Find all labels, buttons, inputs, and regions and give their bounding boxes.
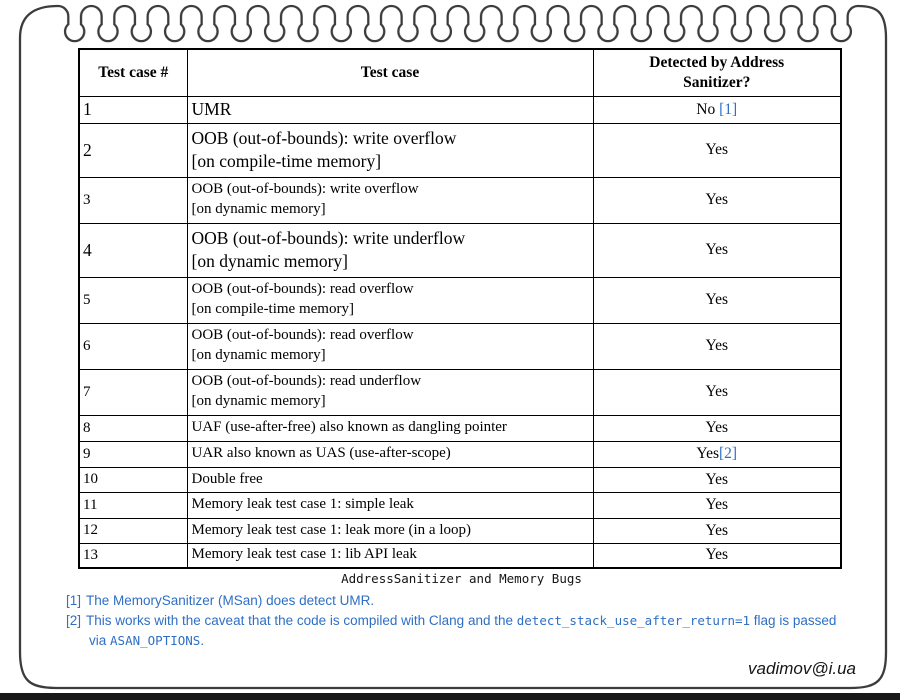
cell-detected: Yes <box>593 518 841 543</box>
cell-detected: Yes <box>593 492 841 518</box>
table-row <box>79 323 841 369</box>
cell-detected: Yes <box>593 177 841 223</box>
cell-test: Memory leak test case 1: simple leak <box>187 492 593 518</box>
cell-num: 13 <box>79 543 187 568</box>
footnote-2-text-cont: flag is passed <box>750 613 837 628</box>
cell-num: 10 <box>79 467 187 492</box>
cell-num: 9 <box>79 441 187 467</box>
footnote-1 <box>66 591 878 611</box>
table-row <box>79 543 841 568</box>
cell-detected: No [1] <box>593 96 841 123</box>
test-cases-table <box>78 48 842 569</box>
cell-detected: Yes <box>593 123 841 177</box>
cell-num: 11 <box>79 492 187 518</box>
cell-test: Memory leak test case 1: leak more (in a loop) <box>187 518 593 543</box>
footnote-2-line2 <box>89 631 878 651</box>
cell-num: 12 <box>79 518 187 543</box>
cell-test: UMR <box>187 96 593 123</box>
table-row <box>79 467 841 492</box>
header-row <box>79 49 841 96</box>
column-header-test-case: Test case <box>187 49 593 96</box>
table-row <box>79 96 841 123</box>
footnote-2 <box>66 611 878 631</box>
code-asan-options: ASAN_OPTIONS <box>110 633 201 648</box>
table-row <box>79 492 841 518</box>
cell-test: UAR also known as UAS (use-after-scope) <box>187 441 593 467</box>
cell-detected: Yes[2] <box>593 441 841 467</box>
bottom-edge <box>0 693 900 700</box>
cell-detected: Yes <box>593 543 841 568</box>
footnote-1-marker: [1] <box>66 593 82 608</box>
footnotes-block <box>66 591 878 651</box>
cell-num: 8 <box>79 415 187 441</box>
spiral-loops-band <box>58 4 858 50</box>
cell-detected: Yes <box>593 467 841 492</box>
cell-detected: Yes <box>593 223 841 277</box>
table-row <box>79 223 841 277</box>
test-cases-table-container <box>78 48 842 569</box>
cell-num: 4 <box>79 223 187 277</box>
cell-detected: Yes <box>593 415 841 441</box>
footnote-2-marker: [2] <box>66 613 82 628</box>
column-header-detected: Detected by Address Sanitizer? <box>593 49 841 96</box>
cell-test: UAF (use-after-free) also known as dangling pointer <box>187 415 593 441</box>
cell-num: 6 <box>79 323 187 369</box>
column-header-test-case-num: Test case # <box>79 49 187 96</box>
table-row <box>79 415 841 441</box>
footnote-1-text: The MemorySanitizer (MSan) does detect UMR. <box>86 593 375 608</box>
cell-detected: Yes <box>593 369 841 415</box>
table-row <box>79 369 841 415</box>
cell-test: OOB (out-of-bounds): write overflow [on compile-time memory] <box>187 123 593 177</box>
footnote-2-via: via <box>89 633 111 648</box>
footnote-2-period: . <box>200 633 205 648</box>
table-row <box>79 441 841 467</box>
cell-test: OOB (out-of-bounds): read overflow [on dynamic memory] <box>187 323 593 369</box>
footnote-ref[interactable]: [2] <box>718 445 738 462</box>
footnote-2-text: This works with the caveat that the code is compiled with Clang and the <box>86 613 517 628</box>
cell-num: 3 <box>79 177 187 223</box>
cell-num: 1 <box>79 96 187 123</box>
cell-test: OOB (out-of-bounds): read overflow [on compile-time memory] <box>187 277 593 323</box>
cell-num: 5 <box>79 277 187 323</box>
cell-detected: Yes <box>593 277 841 323</box>
table-row <box>79 518 841 543</box>
cell-test: OOB (out-of-bounds): write underflow [on dynamic memory] <box>187 223 593 277</box>
cell-num: 2 <box>79 123 187 177</box>
cell-test: OOB (out-of-bounds): read underflow [on dynamic memory] <box>187 369 593 415</box>
table-row <box>79 177 841 223</box>
table-caption: AddressSanitizer and Memory Bugs <box>341 571 582 586</box>
cell-test: Memory leak test case 1: lib API leak <box>187 543 593 568</box>
cell-test: Double free <box>187 467 593 492</box>
author-credit: vadimov@i.ua <box>748 659 856 678</box>
footnote-ref[interactable]: [1] <box>719 100 738 118</box>
table-row <box>79 123 841 177</box>
cell-test: OOB (out-of-bounds): write overflow [on dynamic memory] <box>187 177 593 223</box>
code-detect-flag: detect_stack_use_after_return=1 <box>516 613 751 628</box>
cell-num: 7 <box>79 369 187 415</box>
table-row <box>79 277 841 323</box>
cell-detected: Yes <box>593 323 841 369</box>
